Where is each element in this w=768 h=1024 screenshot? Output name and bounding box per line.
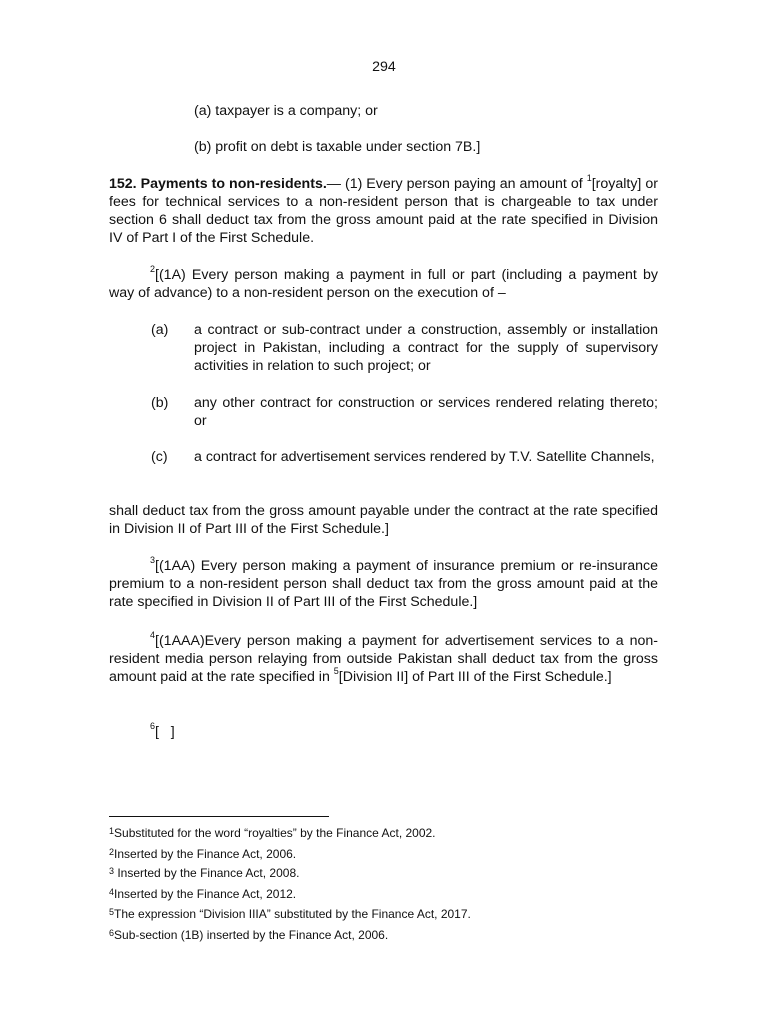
footnote-1-text: Substituted for the word “royalties” by the Finance Act, 2002. bbox=[114, 826, 436, 840]
item-a-text: a contract or sub-contract under a construction, assembly or installation project in Pakistan, including a contract for the supply of supervisory activities in relation to such project; or bbox=[194, 322, 658, 374]
footnote-4-text: Inserted by the Finance Act, 2012. bbox=[114, 887, 297, 901]
footnote-6-text: Sub-section (1B) inserted by the Finance Act, 2006. bbox=[114, 928, 389, 942]
continued-clause-a: (a) taxpayer is a company; or bbox=[194, 103, 378, 119]
footnote-5-text: The expression “Division IIIA” substituted by the Finance Act, 2017. bbox=[114, 907, 471, 921]
footnote-ref-4: 4 bbox=[150, 630, 156, 641]
subsection-1a-text: [(1A) Every person making a payment in full or part (including a payment by way of advance) to a non-resident person on the execution of – bbox=[109, 267, 658, 301]
footnote-separator bbox=[109, 816, 329, 817]
footnote-3-number: 3 bbox=[109, 866, 115, 876]
item-a-label: (a) bbox=[151, 322, 169, 338]
subsection-1aa-text: [(1AA) Every person making a payment of insurance premium or re-insurance premium to a non-resident person shall deduct tax from the gross amount paid at the rate specified in Division II of Part III of the First Schedule.] bbox=[109, 558, 658, 610]
item-b-text: any other contract for construction or services rendered relating thereto; or bbox=[194, 395, 658, 429]
subsection-1aa bbox=[109, 557, 658, 611]
subsection-1-body: [royalty] or fees for technical services to a non-resident person that is chargeable to tax under section 6 shall deduct tax from the gross amount paid at the rate specified in Division IV of Part I of the First Schedule. bbox=[109, 176, 658, 246]
footnote-2 bbox=[109, 847, 296, 861]
subsection-1aaa-text-b: [Division II] of Part III of the First Schedule.] bbox=[338, 669, 612, 685]
footnote-ref-1: 1 bbox=[586, 173, 592, 184]
footnote-1 bbox=[109, 826, 436, 840]
subsection-1aaa bbox=[109, 632, 658, 686]
page-number: 294 bbox=[372, 59, 396, 75]
footnote-2-number: 2 bbox=[109, 847, 115, 857]
footnote-6 bbox=[109, 928, 388, 942]
footnote-ref-5: 5 bbox=[333, 666, 339, 677]
footnote-ref-6: 6 bbox=[150, 721, 156, 732]
omitted-subsection-brackets: [ ] bbox=[155, 724, 175, 740]
footnote-3-text: Inserted by the Finance Act, 2008. bbox=[114, 866, 300, 880]
subsection-1-lead: (1) Every person paying an amount of bbox=[340, 176, 583, 192]
item-c-text: a contract for advertisement services rendered by T.V. Satellite Channels, bbox=[194, 449, 655, 465]
footnote-5 bbox=[109, 907, 471, 921]
subsection-1a bbox=[109, 266, 658, 302]
footnote-2-text: Inserted by the Finance Act, 2006. bbox=[114, 847, 297, 861]
item-b-label: (b) bbox=[151, 395, 169, 411]
subsection-1a-closing: shall deduct tax from the gross amount payable under the contract at the rate specified in Division II of Part III of the First Schedule.] bbox=[109, 503, 658, 537]
footnote-ref-3: 3 bbox=[150, 555, 156, 566]
item-c-label: (c) bbox=[151, 449, 168, 465]
footnote-6-number: 6 bbox=[109, 928, 115, 938]
subsection-1aaa-text-a: [(1AAA)Every person making a payment for advertisement services to a non-resident media person relaying from outside Pakistan shall deduct tax from the gross amount paid at the rate specified in bbox=[109, 633, 658, 685]
heading-dash: — bbox=[326, 176, 341, 192]
section-heading: 152. Payments to non-residents. bbox=[109, 176, 327, 192]
omitted-subsection bbox=[150, 723, 175, 741]
footnote-3 bbox=[109, 866, 299, 880]
footnote-4 bbox=[109, 887, 296, 901]
continued-clause-b: (b) profit on debt is taxable under section 7B.] bbox=[194, 139, 481, 155]
footnote-5-number: 5 bbox=[109, 907, 115, 917]
footnote-ref-2: 2 bbox=[150, 264, 156, 275]
section-152-subsection-1 bbox=[109, 175, 658, 247]
footnote-4-number: 4 bbox=[109, 887, 115, 897]
footnote-1-number: 1 bbox=[109, 826, 115, 836]
